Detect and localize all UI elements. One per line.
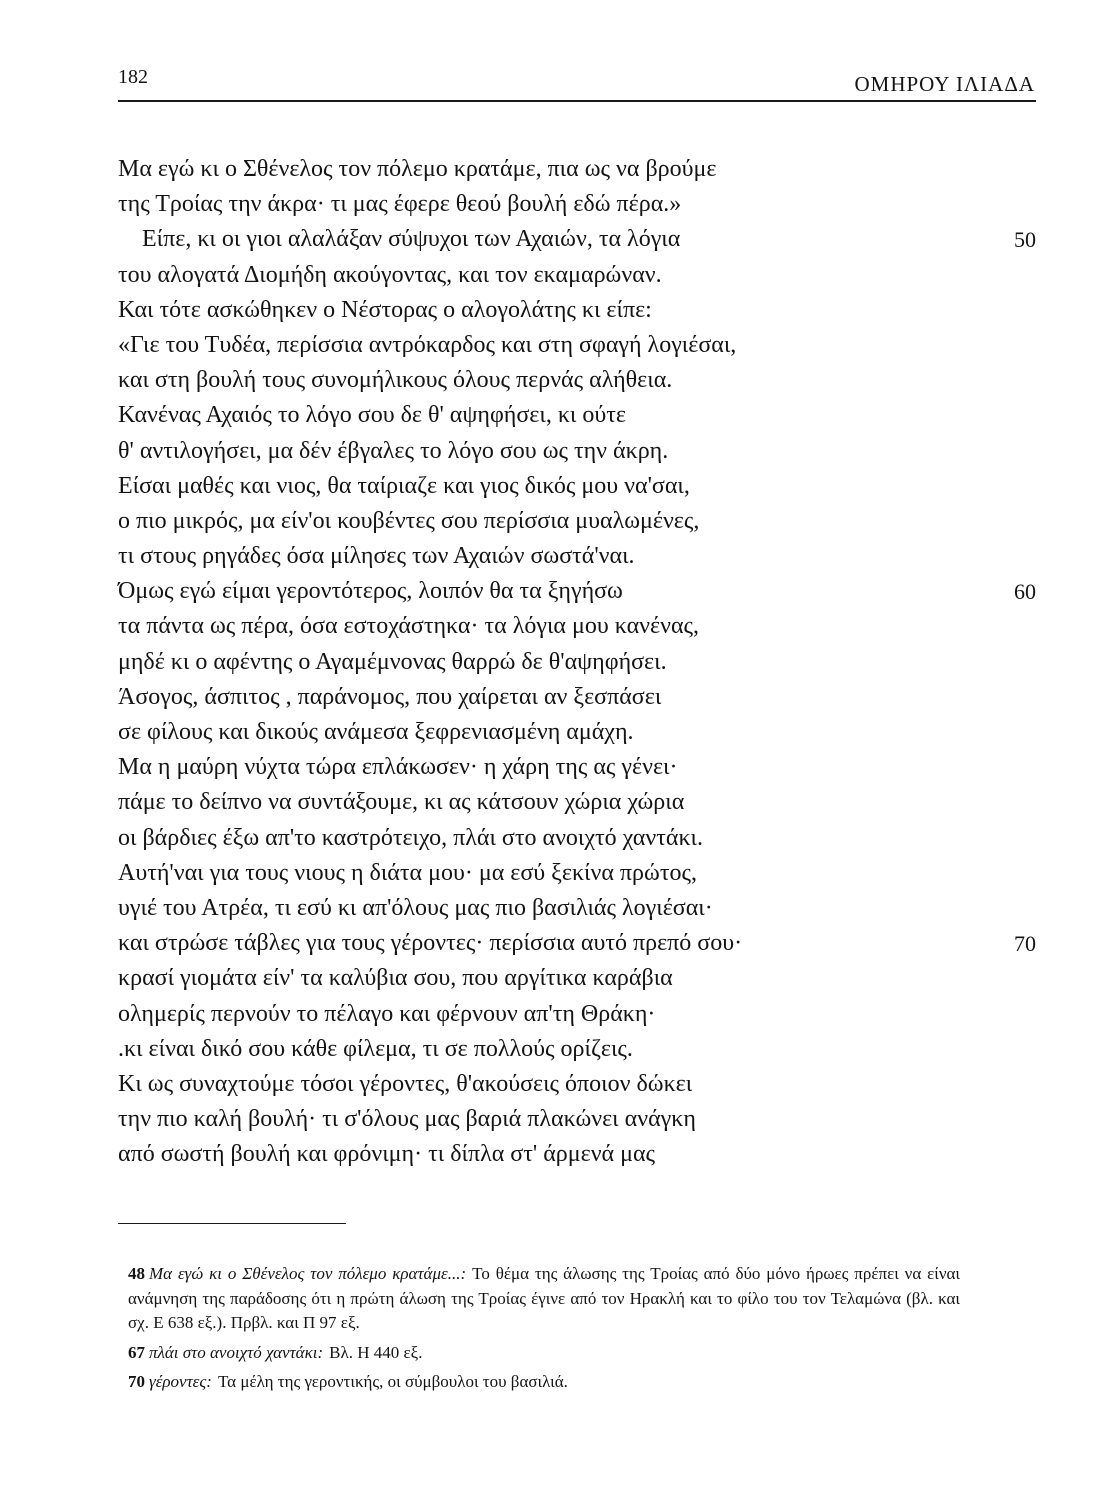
verse-text: Και τότε ασκώθηκεν ο Νέστορας ο αλογολάτης κι είπε: xyxy=(118,296,652,323)
verse-text: τα πάντα ως πέρα, όσα εστοχάστηκα· τα λόγια μου κανένας, xyxy=(118,613,700,640)
running-head: ΟΜΗΡΟΥ ΙΛΙΑΔΑ xyxy=(854,72,1035,96)
verse-line xyxy=(118,715,1036,750)
verse-line xyxy=(118,856,1036,891)
footnote-text: Τα μέλη της γεροντικής, οι σύμβουλοι του βασιλιά. xyxy=(217,1372,568,1391)
verse-text: Μα εγώ κι ο Σθένελος τον πόλεμο κρατάμε, πια ως να βρούμε xyxy=(118,156,717,182)
verse-text: της Τροίας την άκρα· τι μας έφερε θεού βουλή εδώ πέρα.» xyxy=(118,191,682,218)
footnotes xyxy=(128,1262,960,1400)
verse-text: την πιο καλή βουλή· τι σ'όλους μας βαριά πλακώνει ανάγκη xyxy=(118,1106,696,1133)
footnote-number: 48 xyxy=(128,1264,145,1283)
footnote xyxy=(128,1370,960,1395)
footnote xyxy=(128,1341,960,1366)
verse-line xyxy=(118,222,1036,257)
verse-line xyxy=(118,328,1036,363)
verse-text: τι στους ρηγάδες όσα μίλησες των Αχαιών σωστά'ναι. xyxy=(118,543,635,570)
footnote-lemma: Μα εγώ κι ο Σθένελος τον πόλεμο κρατάμε...: xyxy=(149,1264,467,1283)
verse-text: Μα η μαύρη νύχτα τώρα επλάκωσεν· η χάρη της ας γένει· xyxy=(118,754,678,781)
verse-text: και στη βουλή τους συνομήλικους όλους περνάς αλήθεια. xyxy=(118,367,673,394)
line-number: 70 xyxy=(1014,931,1036,957)
verse-line xyxy=(118,504,1036,539)
line-number: 50 xyxy=(1014,227,1036,253)
verse-line xyxy=(118,1067,1036,1102)
verse-line xyxy=(118,293,1036,328)
page-number: 182 xyxy=(118,66,148,88)
verse-line xyxy=(118,1032,1036,1067)
verse-line xyxy=(118,187,1036,222)
verse-line xyxy=(118,539,1036,574)
verse-line xyxy=(118,891,1036,926)
verse-block xyxy=(118,152,1036,1172)
verse-text: ολημερίς περνούν το πέλαγο και φέρνουν απ'τη Θράκη· xyxy=(118,1000,656,1027)
verse-line xyxy=(118,645,1036,680)
footnote-lemma: γέροντες: xyxy=(149,1372,212,1391)
footnote xyxy=(128,1262,960,1336)
verse-line xyxy=(118,152,1036,187)
header-rule xyxy=(118,100,1036,102)
verse-line xyxy=(118,469,1036,504)
verse-line xyxy=(118,750,1036,785)
verse-line xyxy=(118,926,1036,961)
footnote-text: Βλ. Η 440 εξ. xyxy=(329,1342,423,1362)
verse-text: Κι ως συναχτούμε τόσοι γέροντες, θ'ακούσεις όποιον δώκει xyxy=(118,1070,693,1097)
verse-text: Άσογος, άσπιτος , παράνομος, που χαίρεται αν ξεσπάσει xyxy=(118,683,662,710)
footnote-lemma: πλάι στο ανοιχτό χαντάκι: xyxy=(149,1342,324,1362)
verse-text: Όμως εγώ είμαι γεροντότερος, λοιπόν θα τα ξηγήσω xyxy=(118,578,623,605)
verse-line xyxy=(118,997,1036,1032)
verse-text: από σωστή βουλή και φρόνιμη· τι δίπλα στ' άρμενά μας xyxy=(118,1141,656,1168)
verse-text: οι βάρδιες έξω απ'το καστρότειχο, πλάι στο ανοιχτό χαντάκι. xyxy=(118,824,703,851)
verse-line xyxy=(118,398,1036,433)
line-number: 60 xyxy=(1014,579,1036,605)
verse-text: Είσαι μαθές και νιος, θα ταίριαζε και γιος δικός μου να'σαι, xyxy=(118,472,690,499)
verse-text: του αλογατά Διομήδη ακούγοντας, και τον εκαμαρώναν. xyxy=(118,261,662,288)
verse-text: υγιέ του Ατρέα, τι εσύ κι απ'όλους μας πιο βασιλιάς λογιέσαι· xyxy=(118,894,713,921)
verse-text: Αυτή'ναι για τους νιους η διάτα μου· μα εσύ ξεκίνα πρώτος, xyxy=(118,859,697,886)
verse-text: .κι είναι δικό σου κάθε φίλεμα, τι σε πολλούς ορίζεις. xyxy=(118,1035,633,1062)
verse-text: και στρώσε τάβλες για τους γέροντες· περίσσια αυτό πρεπό σου· xyxy=(118,930,743,957)
footnote-number: 67 xyxy=(128,1342,145,1362)
verse-text: ο πιο μικρός, μα είν'οι κουβέντες σου περίσσια μυαλωμένες, xyxy=(118,507,700,534)
verse-text: θ' αντιλογήσει, μα δέν έβγαλες το λόγο σου ως την άκρη. xyxy=(118,437,669,464)
verse-line xyxy=(118,1102,1036,1137)
footnote-rule xyxy=(118,1223,346,1224)
verse-line xyxy=(118,434,1036,469)
verse-text: πάμε το δείπνο να συντάξουμε, κι ας κάτσουν χώρια χώρια xyxy=(118,789,685,816)
verse-line xyxy=(118,785,1036,820)
verse-line xyxy=(118,821,1036,856)
verse-line xyxy=(118,1137,1036,1172)
verse-line xyxy=(118,574,1036,609)
verse-line xyxy=(118,363,1036,398)
verse-text: Κανένας Αχαιός το λόγο σου δε θ' αψηφήσει, κι ούτε xyxy=(118,402,626,429)
verse-text: μηδέ κι ο αφέντης ο Αγαμέμνονας θαρρώ δε θ'αψηφήσει. xyxy=(118,648,667,675)
verse-line xyxy=(118,258,1036,293)
footnote-text: Το θέμα της άλωσης της Τροίας από δύο μόνο ήρωες πρέπει να είναι ανάμνηση της παράδοσης ότι η πρώτη άλωση της Τροίας έγινε από τον Ηρακλή και το φίλο του τον Τελαμώνα (βλ. και σχ. Ε 638 εξ.). Πρβλ. και Π 97 εξ. xyxy=(128,1264,960,1332)
footnote-number: 70 xyxy=(128,1372,145,1391)
verse-text: Είπε, κι οι γιοι αλαλάξαν σύψυχοι των Αχαιών, τα λόγια xyxy=(142,226,681,253)
verse-text: κρασί γιομάτα είν' τα καλύβια σου, που αργίτικα καράβια xyxy=(118,965,673,992)
verse-text: «Γιε του Τυδέα, περίσσια αντρόκαρδος και στη σφαγή λογιέσαι, xyxy=(118,331,737,358)
verse-line xyxy=(118,961,1036,996)
verse-text: σε φίλους και δικούς ανάμεσα ξεφρενιασμένη αμάχη. xyxy=(118,719,634,745)
verse-line xyxy=(118,609,1036,644)
verse-line xyxy=(118,680,1036,715)
